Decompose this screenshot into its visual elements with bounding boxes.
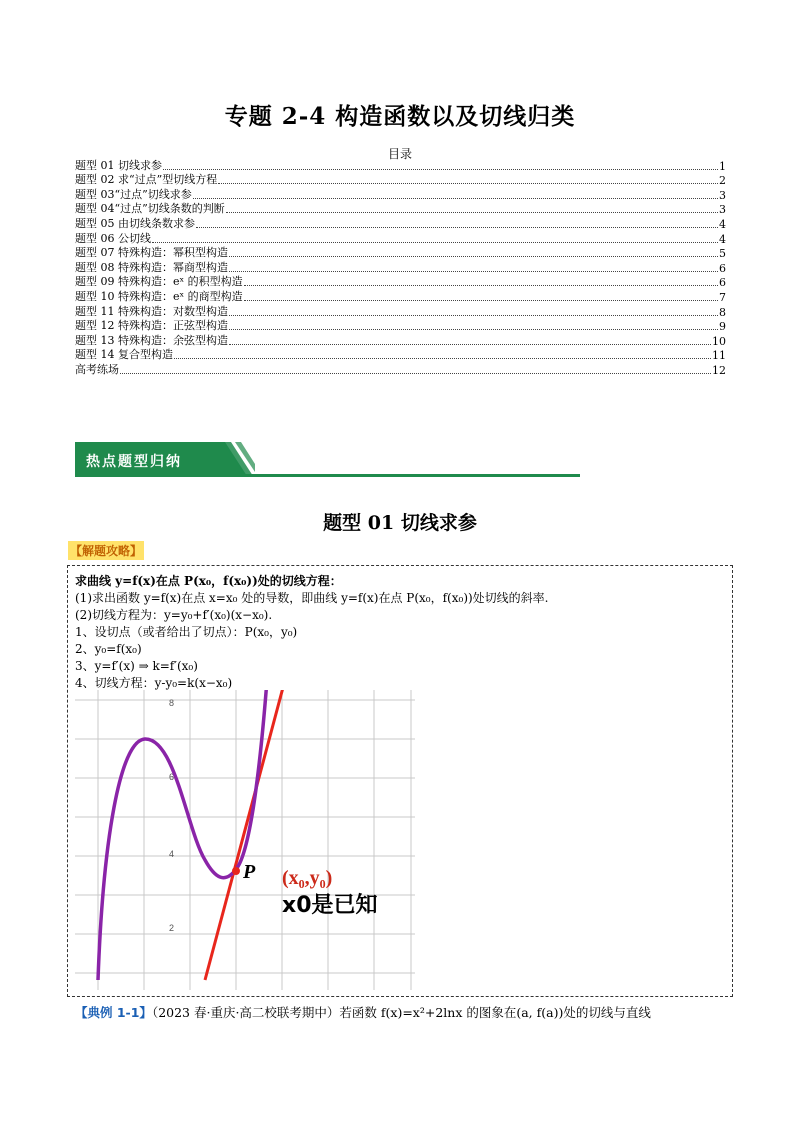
strategy-line: (1)求出函数 y=f(x)在点 x=x₀ 处的导数，即曲线 y=f(x)在点 P(x₀，f(x₀))处切线的斜率. [75, 591, 549, 605]
tangent-graph [75, 690, 415, 990]
example-text: （2023 春·重庆·高二校联考期中）若函数 f(x)=x²+2lnx 的图象在(a, f(a))处的切线与直线 [151, 1005, 651, 1020]
example-line [75, 1003, 651, 1021]
toc-item[interactable]: 高考练场 12 [75, 362, 726, 377]
strategy-line: 2、y₀=f(x₀) [75, 642, 142, 656]
toc-item[interactable]: 题型 01 切线求参 1 [75, 158, 726, 173]
y-tick: 8 [169, 698, 175, 708]
toc-item[interactable]: 题型 13 特殊构造：余弦型构造 10 [75, 333, 726, 348]
coord-label: (x₀,y₀) [282, 867, 333, 889]
toc-heading: 目录 [387, 147, 412, 161]
point-label: P [243, 861, 256, 883]
y-tick: 2 [169, 923, 175, 933]
toc-item[interactable]: 题型 11 特殊构造：对数型构造 8 [75, 304, 726, 319]
banner-text: 热点题型归纳 [86, 454, 182, 470]
banner-underline [75, 474, 580, 477]
toc-item[interactable]: 题型 09 特殊构造：eˣ 的积型构造 6 [75, 275, 726, 290]
strategy-line: (2)切线方程为：y=y₀+f′(x₀)(x−x₀). [75, 608, 273, 622]
toc-item[interactable]: 题型 03“过点”切线求参 3 [75, 187, 726, 202]
toc-item[interactable]: 题型 10 特殊构造：eˣ 的商型构造 7 [75, 289, 726, 304]
strategy-line: 求曲线 y=f(x)在点 P(x₀，f(x₀))处的切线方程： [75, 574, 342, 588]
toc-item[interactable]: 题型 05 由切线条数求参 4 [75, 216, 726, 231]
example-label: 【典例 1-1】 [75, 1005, 152, 1020]
tangent-point [232, 867, 240, 875]
y-tick: 4 [169, 849, 175, 859]
table-of-contents [75, 158, 726, 377]
toc-item[interactable]: 题型 14 复合型构造 11 [75, 348, 726, 363]
section-title: 题型 01 切线求参 [323, 512, 477, 534]
toc-item[interactable]: 题型 06 公切线 4 [75, 231, 726, 246]
toc-item[interactable]: 题型 07 特殊构造：幂积型构造 5 [75, 246, 726, 261]
strategy-tag: 【解题攻略】 [68, 541, 144, 560]
toc-item[interactable]: 题型 04“过点”切线条数的判断 3 [75, 202, 726, 217]
strategy-line: 3、y=f′(x) ⇒ k=f′(x₀) [75, 659, 198, 673]
strategy-line: 4、切线方程：y-y₀=k(x−x₀) [75, 676, 233, 690]
graph-grid [75, 690, 415, 990]
y-tick: 6 [169, 772, 175, 782]
toc-item[interactable]: 题型 12 特殊构造：正弦型构造 9 [75, 319, 726, 334]
function-curve [98, 690, 267, 980]
document-title: 专题 2-4 构造函数以及切线归类 [224, 103, 576, 130]
known-note: x0是已知 [282, 893, 378, 918]
toc-item[interactable]: 题型 02 求“过点”型切线方程 2 [75, 173, 726, 188]
toc-item[interactable]: 题型 08 特殊构造：幂商型构造 6 [75, 260, 726, 275]
tangent-line [205, 690, 285, 980]
strategy-line: 1、设切点（或者给出了切点）：P(x₀，y₀) [75, 625, 298, 639]
